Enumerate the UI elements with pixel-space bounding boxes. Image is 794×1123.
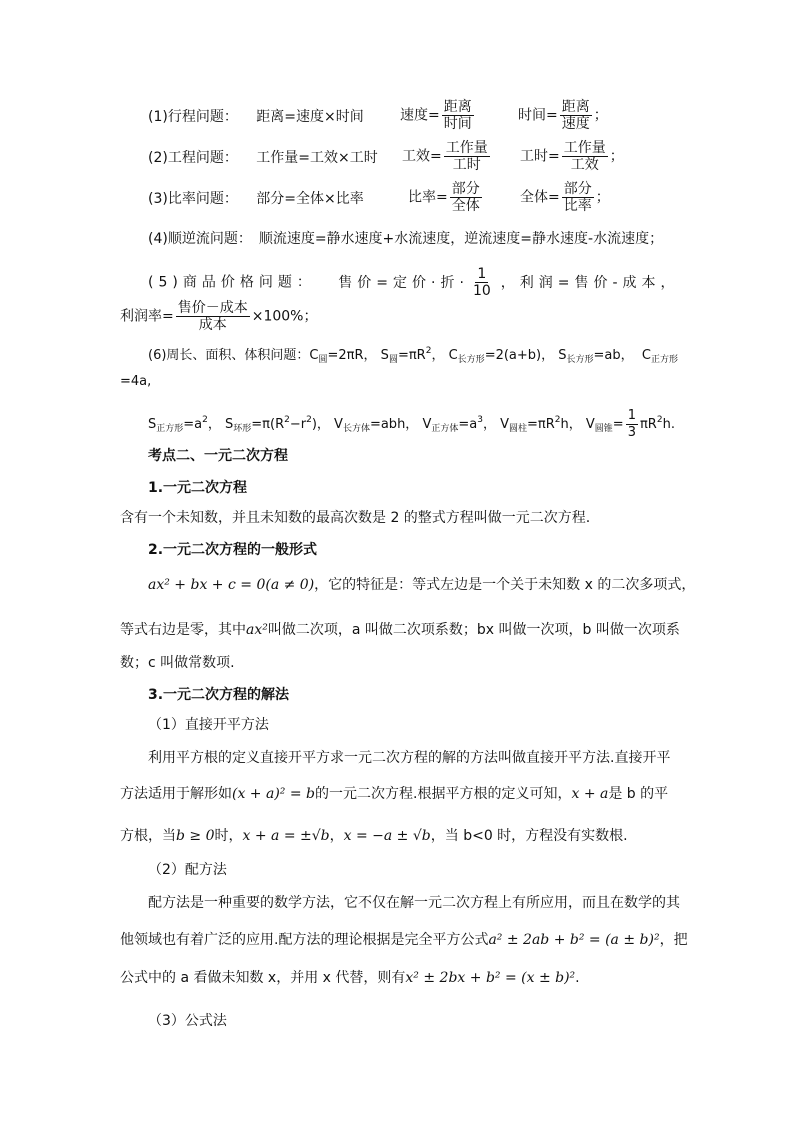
v-cylinder-end: h， <box>560 417 582 432</box>
geometry-formula-row: (6)周长、面积、体积问题：$C_圆=2\pi R$， $S_圆=\pi R^2$， $C_{长方形}=2(a+b)$， $S_{长方形}=ab$， $C_{正方形}$ <box>148 346 678 365</box>
time-num: 距离 <box>561 99 590 115</box>
c-circle-val: =2πR， <box>327 348 377 363</box>
general-form-text-2b: 叫做二次项，a 叫做二次项系数；bx 叫做一次项，b 叫做一次项系 <box>267 622 680 638</box>
discount-num: 1 <box>477 266 487 282</box>
method-1-line-3: 方根，当b ≥ 0时，x + a = ±√b，x = −a ± √b，当 b<0 时，方程没有实数根. <box>120 828 628 844</box>
ratio-formula-row <box>148 189 364 209</box>
method-2-line-1: 配方法是一种重要的数学方法，它不仅在解一元二次方程上有所应用，而且在数学的其 <box>148 895 680 911</box>
method-1-xa: x + a <box>571 786 609 802</box>
rate-fraction <box>450 181 482 214</box>
travel-formula-row <box>148 107 364 127</box>
profit-rate-fraction <box>176 300 250 333</box>
speed-num: 距离 <box>443 99 472 115</box>
rate-den: 全体 <box>451 198 480 214</box>
geometry-label: (6)周长、面积、体积问题： <box>148 348 310 363</box>
s-ring-sub: 环形 <box>233 424 252 434</box>
v-cube-val: =a <box>458 417 478 432</box>
general-form-formula: ax² + bx + c = 0(a ≠ 0) <box>148 577 315 593</box>
cone-num: 1 <box>627 408 636 423</box>
general-form-line-1 <box>148 575 695 595</box>
work-label: (2)工程问题： <box>148 150 238 166</box>
s-circle-exp: 2 <box>425 346 432 356</box>
efficiency-num: 工作量 <box>445 140 488 156</box>
v-cylinder-sub: 圆柱 <box>508 424 527 434</box>
speed-den: 时间 <box>443 116 472 132</box>
s-square-exp: 2 <box>202 415 208 425</box>
s-circle-val: =πR <box>397 348 426 363</box>
work-end: ； <box>609 148 624 165</box>
general-form-line-2 <box>120 620 680 640</box>
method-2-formula-2: x² ± 2bx + b² = (x ± b)² <box>405 970 576 986</box>
v-cylinder-val: =πR <box>527 417 555 432</box>
s-ring-val: =π(R <box>251 417 285 432</box>
general-form-text-2a: 等式右边是零，其中 <box>120 622 246 638</box>
whole-lhs: 全体 <box>520 189 548 206</box>
s-circle-sub: 圆 <box>388 355 398 365</box>
method-2-text-2b: ，把 <box>659 932 688 948</box>
method-1-formula: (x + a)² = b <box>232 786 316 802</box>
travel-main-formula: 距离=速度×时间 <box>256 109 364 125</box>
method-1-title: （1）直接开平方法 <box>148 717 269 733</box>
whole-fraction <box>562 181 594 214</box>
ratio-whole-fraction: 全体= $\frac{\text{部分}}{\text{比率}}$ ； <box>520 181 610 214</box>
c-circle-sub: 圆 <box>318 355 328 365</box>
price-label: (5)商品价格问题： <box>148 274 316 291</box>
method-1-sol-1: x + a = ±√b <box>242 828 330 844</box>
subsection-3-title: 3.一元二次方程的解法 <box>148 687 290 703</box>
profit-rate-tail: ×100%； <box>251 308 318 325</box>
travel-time-fraction: 时间= $\frac{\text{距离}}{\text{速度}}$ ； <box>518 99 608 132</box>
c-rect-val: =2(a+b)， <box>484 348 555 363</box>
profit-text: ，利润=售价-成本， <box>500 274 680 291</box>
ax2-term: ax² <box>246 622 268 638</box>
v-cuboid-sub: 长方体 <box>342 424 370 434</box>
c-square-sub: 正方形 <box>650 355 678 365</box>
method-1-text-3c: ，当 b<0 时，方程没有实数根. <box>430 828 628 844</box>
price-text: 售价=定价·折· <box>338 274 469 291</box>
method-2-title: （2）配方法 <box>148 862 227 878</box>
geometry-volume-row: $S_{正方形}=a^2$， $S_{环形}=\pi(R^2-r^2)$， $V_{长方体}=abh$， $V_{正方体}=a^3$， $V_{圆柱}=\pi R^2h$， $V_{圆锥}=$ $\frac{1}{3}$ $\pi R^2h$. <box>148 408 675 440</box>
whole-num: 部分 <box>563 181 592 197</box>
method-1-text-2a: 方法适用于解形如 <box>120 786 232 802</box>
method-2-line-3 <box>120 968 580 988</box>
method-2-text-2a: 他领域也有着广泛的应用.配方法的理论根据是完全平方公式 <box>120 932 489 948</box>
method-2-formula: a² ± 2ab + b² = (a ± b)² <box>488 932 660 948</box>
method-1-text-3a: 方根，当 <box>120 828 176 844</box>
whole-den: 比率 <box>563 198 592 214</box>
work-formula-row <box>148 148 378 168</box>
profit-rate-lhs: 利润率 <box>120 308 162 325</box>
rate-num: 部分 <box>451 181 480 197</box>
discount-den: 10 <box>472 283 491 299</box>
section-heading: 考点二、一元二次方程 <box>148 448 288 464</box>
s-rect-sub: 长方形 <box>566 355 594 365</box>
method-1-cond: b ≥ 0 <box>176 828 215 844</box>
speed-lhs: 速度 <box>400 107 428 124</box>
cone-den: 3 <box>627 425 636 440</box>
method-2-text-3a: 公式中的 a 看做未知数 x，并用 x 代替，则有 <box>120 970 406 986</box>
general-form-text-1: ，它的特征是：等式左边是一个关于未知数 x 的二次多项式， <box>314 577 696 593</box>
time-lhs: 时间 <box>518 107 546 124</box>
method-2-line-2 <box>120 930 688 950</box>
c-rect-sub: 长方形 <box>457 355 485 365</box>
efficiency-den: 工时 <box>452 157 481 173</box>
profit-rate-num: 售价－成本 <box>177 300 248 316</box>
method-2-text-3b: . <box>575 970 580 986</box>
method-1-sol-2: x = −a ± √b <box>343 828 431 844</box>
v-cone-sub: 圆锥 <box>594 424 613 434</box>
cone-fraction <box>626 408 638 441</box>
time-fraction <box>560 99 592 132</box>
price-formula-row <box>148 266 680 299</box>
s-square-sub: 正方形 <box>156 424 184 434</box>
s-ring-end: )， <box>311 417 330 432</box>
subsection-2-title: 2.一元二次方程的一般形式 <box>148 542 318 558</box>
rate-lhs: 比率 <box>408 189 436 206</box>
subsection-1-title: 1.一元二次方程 <box>148 480 248 496</box>
ratio-label: (3)比率问题： <box>148 191 238 207</box>
work-efficiency-fraction: 工效= $\frac{\text{工作量}}{\text{工时}}$ <box>402 140 488 173</box>
geometry-continued: =4a, <box>120 374 152 389</box>
speed-fraction <box>442 99 474 132</box>
profit-rate-formula: 利润率= $\frac{\text{售价－成本}}{\text{成本}}$ ×100%； <box>120 300 318 333</box>
method-1-line-1: 利用平方根的定义直接开平方求一元二次方程的解的方法叫做直接开平方法.直接开平 <box>148 750 671 766</box>
cone-end: πR <box>639 417 657 432</box>
hours-lhs: 工时 <box>520 148 548 165</box>
s-ring-mid: −r <box>289 417 307 432</box>
method-1-line-2 <box>120 784 668 804</box>
time-den: 速度 <box>561 116 590 132</box>
subsection-1-body: 含有一个未知数，并且未知数的最高次数是 2 的整式方程叫做一元二次方程. <box>120 510 591 526</box>
discount-fraction <box>471 266 493 299</box>
stream-formula-row: (4)顺逆流问题： 顺流速度=静水速度+水流速度，逆流速度=静水速度-水流速度； <box>148 231 664 247</box>
ratio-main-formula: 部分=全体×比率 <box>256 191 364 207</box>
work-hours-fraction: 工时= $\frac{\text{工作量}}{\text{工效}}$ ； <box>520 140 624 173</box>
travel-end: ； <box>593 107 608 124</box>
method-3-title: （3）公式法 <box>148 1013 227 1029</box>
method-1-text-3b: 时， <box>214 828 243 844</box>
travel-label: (1)行程问题： <box>148 109 238 125</box>
cone-tail: h. <box>662 417 675 432</box>
ratio-rate-fraction: 比率= $\frac{\text{部分}}{\text{全体}}$ <box>408 181 480 214</box>
hours-num: 工作量 <box>563 140 606 156</box>
s-square-val: =a <box>183 417 203 432</box>
travel-speed-fraction: 速度= $\frac{\text{距离}}{\text{时间}}$ <box>400 99 472 132</box>
v-cube-sub: 正方体 <box>431 424 459 434</box>
general-form-line-3: 数；c 叫做常数项. <box>120 655 235 671</box>
method-1-text-2c: 是 b 的平 <box>608 786 669 802</box>
hours-den: 工效 <box>570 157 599 173</box>
hours-fraction <box>562 140 608 173</box>
efficiency-fraction <box>444 140 490 173</box>
efficiency-lhs: 工效 <box>402 148 430 165</box>
work-main-formula: 工作量=工效×工时 <box>256 150 378 166</box>
ratio-end: ； <box>595 189 610 206</box>
s-rect-val: =ab， <box>593 348 634 363</box>
profit-rate-den: 成本 <box>198 317 227 333</box>
v-cuboid-val: =abh， <box>369 417 419 432</box>
method-1-text-2b: 的一元二次方程.根据平方根的定义可知， <box>315 786 572 802</box>
